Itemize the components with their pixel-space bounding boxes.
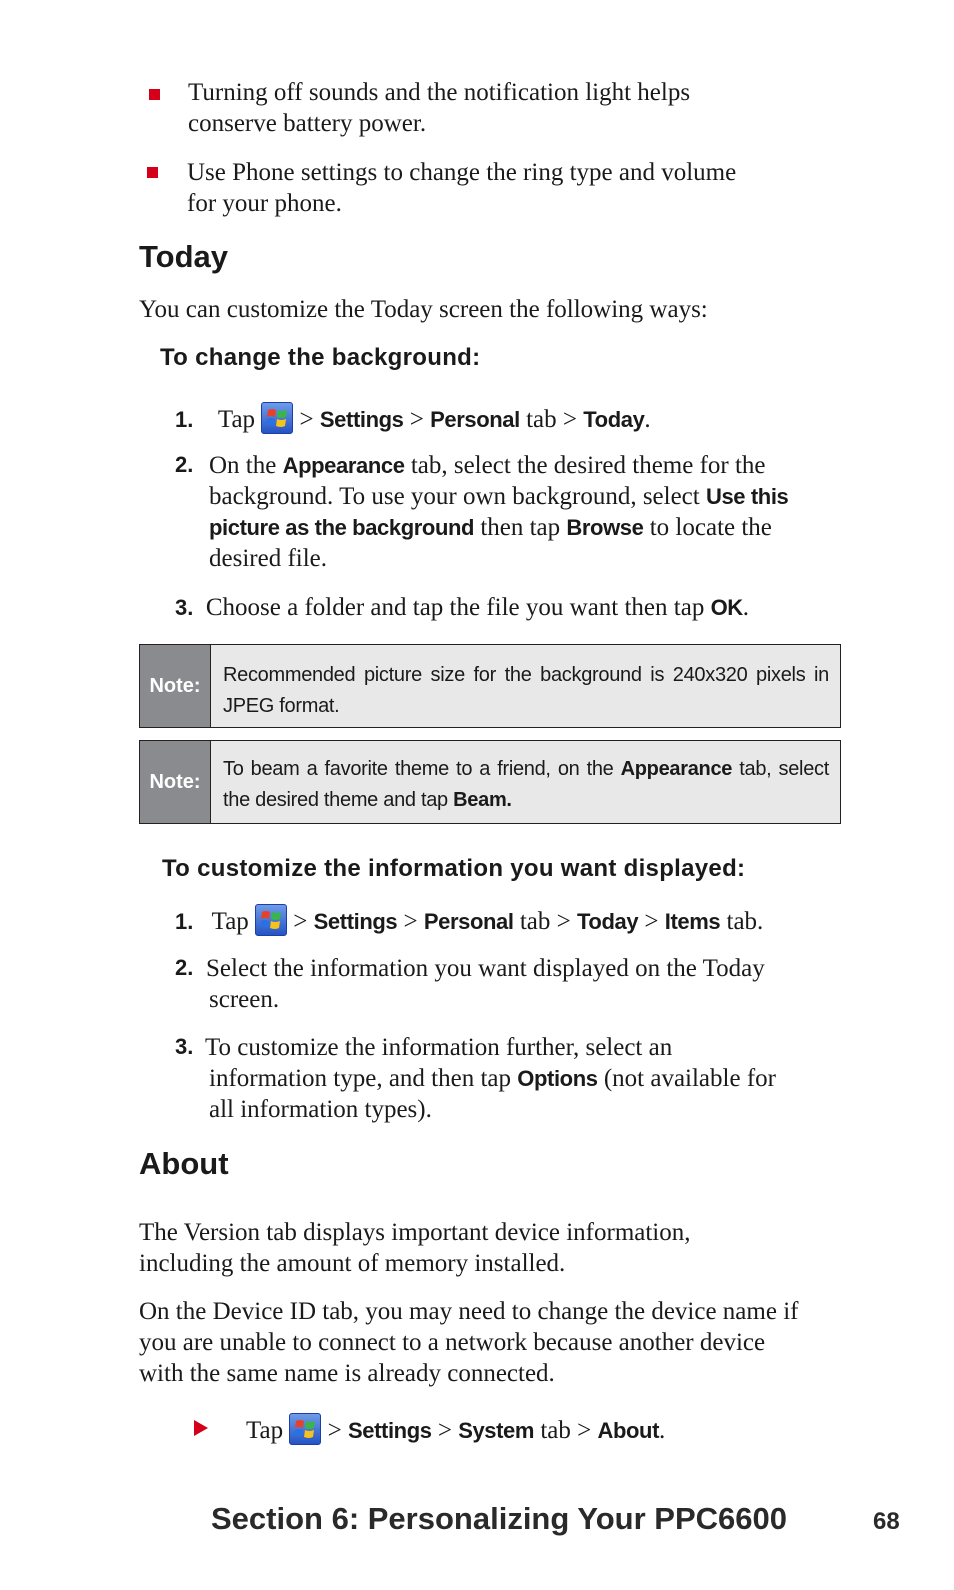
- note-label: Note:: [140, 645, 211, 727]
- note-text: Recommended picture size for the background is 240x320 pixels in JPEG format.: [223, 664, 829, 717]
- subheading-change-background: To change the background:: [160, 344, 481, 371]
- subheading-customize: To customize the information you want displayed:: [162, 855, 746, 882]
- about-step: Tap > Settings > System tab > About.: [246, 1413, 665, 1446]
- arrow-bullet-icon: [194, 1420, 208, 1436]
- bullet-square-icon: [149, 89, 160, 100]
- about-paragraph-1: The Version tab displays important device information, including the amount of memory installed.: [139, 1219, 691, 1277]
- step-2-number: 2.: [175, 955, 194, 980]
- note-box: [139, 644, 841, 728]
- step-2-number: 2.: [175, 452, 194, 477]
- step-2: Select the information you want displayed on the Today screen.: [206, 955, 765, 1013]
- today-intro: You can customize the Today screen the following ways:: [139, 296, 708, 323]
- note-box: [139, 740, 841, 824]
- step-1: 1. Tap > Settings > Personal tab > Today > Items tab.: [175, 904, 763, 937]
- bullet-square-icon: [147, 167, 158, 178]
- page-number: 68: [873, 1508, 900, 1535]
- windows-start-icon[interactable]: [261, 402, 293, 434]
- footer-section-title: Section 6: Personalizing Your PPC6600: [211, 1501, 787, 1536]
- step-2: On the Appearance tab, select the desired theme for the background. To use your own background, select Use this picture as the background then tap Browse to locate the desired file.: [209, 452, 789, 572]
- step-3-number: 3.: [175, 1034, 194, 1059]
- section-heading-about: About: [139, 1146, 229, 1181]
- bullet-item: Turning off sounds and the notification light helps conserve battery power.: [188, 79, 691, 137]
- windows-start-icon[interactable]: [289, 1413, 321, 1445]
- note-text: To beam a favorite theme to a friend, on the Appearance tab, select the desired theme and tap Beam.: [223, 758, 829, 811]
- section-heading-today: Today: [139, 239, 228, 274]
- note-label: Note:: [140, 741, 211, 823]
- step-1: 1. Tap > Settings > Personal tab > Today.: [175, 402, 651, 435]
- bullet-item: Use Phone settings to change the ring type and volume for your phone.: [187, 159, 737, 217]
- windows-start-icon[interactable]: [255, 904, 287, 936]
- about-paragraph-2: On the Device ID tab, you may need to change the device name if you are unable to connect to a network because another device with the same name is already connected.: [139, 1298, 799, 1387]
- step-3: 3. Choose a folder and tap the file you want then tap OK.: [175, 594, 750, 621]
- step-3: To customize the information further, select an information type, and then tap Options (not available for all information types).: [205, 1034, 776, 1123]
